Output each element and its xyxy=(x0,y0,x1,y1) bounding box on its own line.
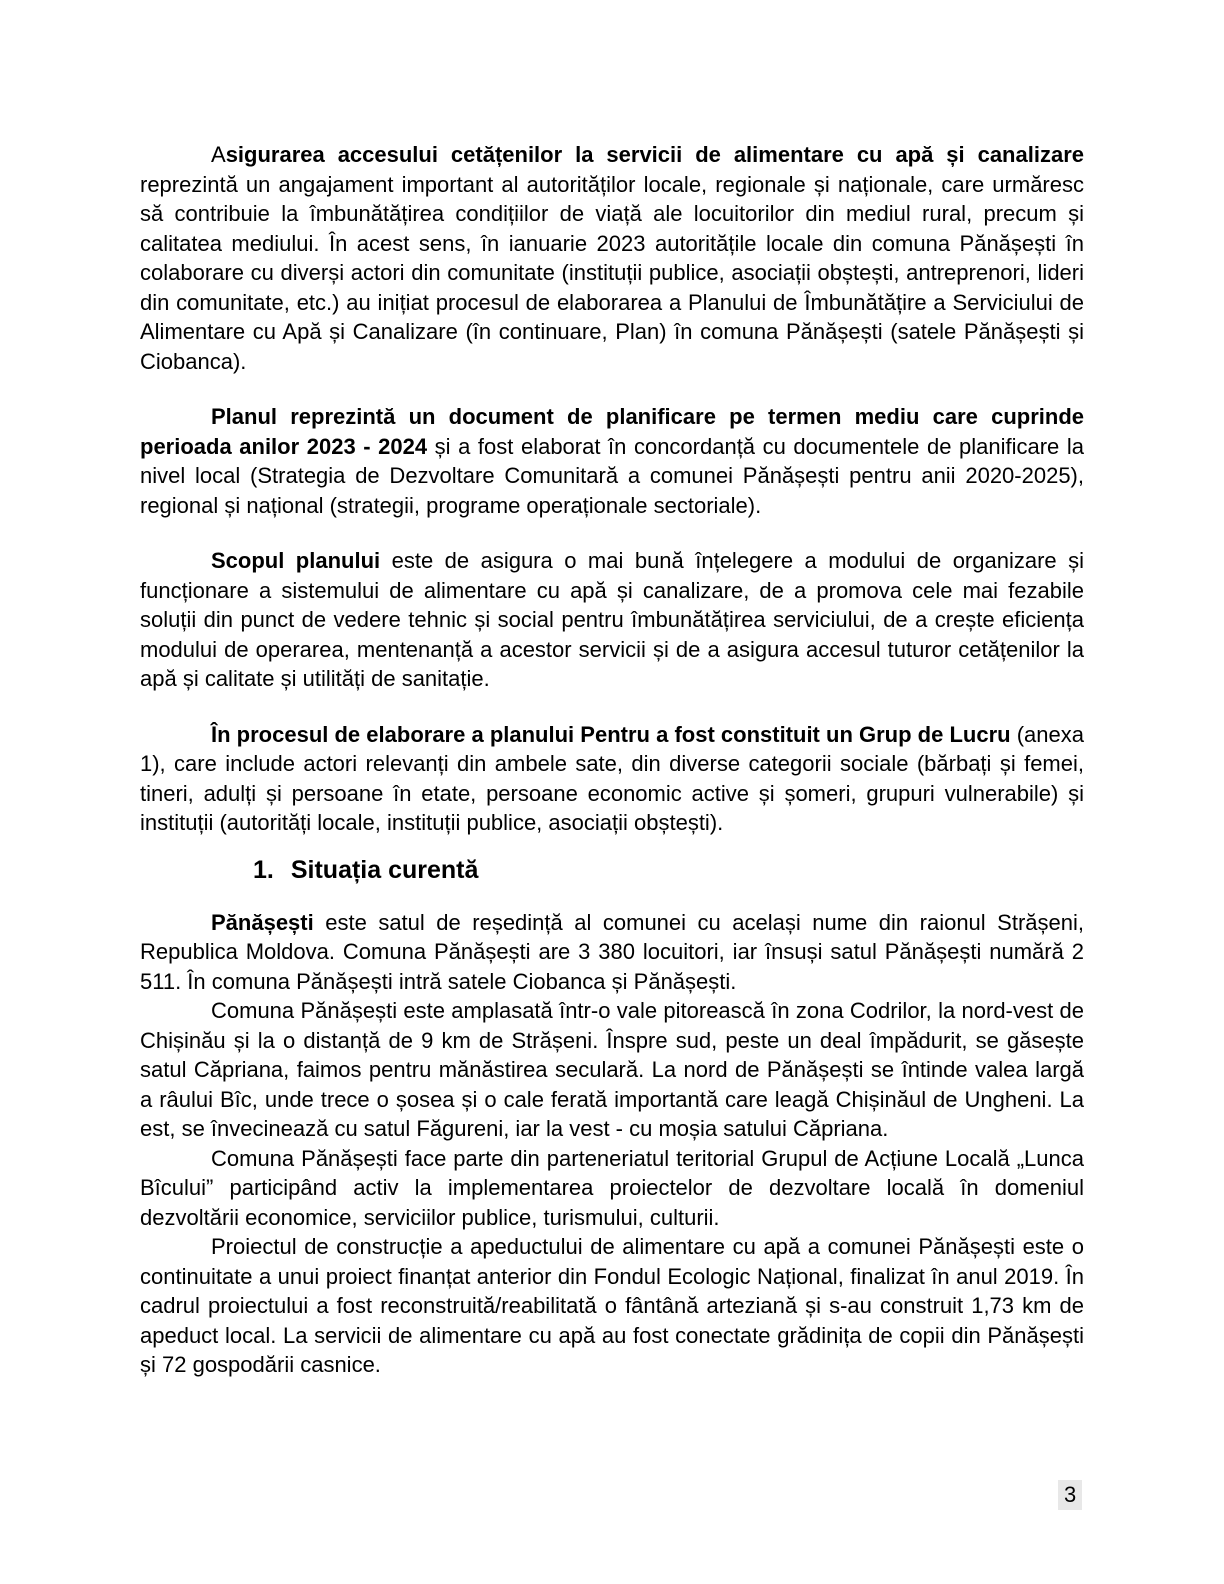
paragraph xyxy=(140,546,1084,694)
page-number: 3 xyxy=(1058,1480,1082,1510)
text-run: (anexa 1), care include actori relevanți din ambele sate, din diverse categorii sociale (bărbați și femei, tineri, adulți și persoane în etate, persoane economic active și șomeri, grupuri vulnerabile) și instituții (autorități locale, instituții publice, asociații obștești). xyxy=(140,721,1084,835)
paragraph xyxy=(140,908,1084,997)
paragraph xyxy=(140,402,1084,520)
paragraph xyxy=(140,1232,1084,1380)
bold-text-run: sigurarea accesului cetățenilor la servicii de alimentare cu apă și canalizare xyxy=(225,142,1084,167)
text-run: este de asigura o mai bună înțelegere a modului de organizare și funcționare a sistemului de alimentare cu apă și canalizare, de a promova cele mai fezabile soluții din punct de vedere tehnic și social pentru îmbunătățirea serviciului, de a crește eficiența modului de operarea, mentenanță a acestor servicii și de a asigura accesul tuturor cetățenilor la apă și calitate și utilități de sanitație. xyxy=(140,548,1085,691)
paragraph xyxy=(140,140,1084,376)
paragraph xyxy=(140,720,1084,838)
text-run: reprezintă un angajament important al autorităților locale, regionale și naționale, care urmăresc să contribuie la îmbunătățirea condițiilor de viață ale locuitorilor din mediul rural, precum și calitatea mediului. În acest sens, în ianuarie 2023 autoritățile locale din comuna Pănășești în colaborare cu diverși actori din comunitate (instituții publice, asociații obștești, antreprenori, lideri din comunitate, etc.) au inițiat procesul de elaborarea a Planului de Îmbunătățire a Serviciului de Alimentare cu Apă și Canalizare (în continuare, Plan) în comuna Pănășești (satele Pănășești și Ciobanca). xyxy=(140,171,1084,374)
document-content xyxy=(140,140,1084,1380)
text-run: Comuna Pănășești face parte din parteneriatul teritorial Grupul de Acțiune Locală „Lunca Bîcului” participând activ la implementarea proiectelor de dezvoltare locală în domeniul dezvoltării economice, serviciilor publice, turismului, culturii. xyxy=(140,1145,1084,1230)
text-run: este satul de reședință al comunei cu același nume din raionul Strășeni, Republica Moldova. Comuna Pănășești are 3 380 locuitori, iar însuși satul Pănășești numără 2 511. În comuna Pănășești intră satele Ciobanca și Pănășești. xyxy=(140,909,1084,994)
text-run: A xyxy=(211,142,226,167)
section-heading-number: 1. xyxy=(253,855,274,884)
bold-text-run: Planul reprezintă un document de planificare pe termen mediu care cuprinde perioada anilor 2023 - 2024 xyxy=(140,404,1084,459)
paragraph xyxy=(140,1144,1084,1233)
bold-text-run: În procesul de elaborare a planului Pentru a fost constituit un Grup de Lucru xyxy=(211,721,1011,747)
text-run: și a fost elaborat în concordanță cu documentele de planificare la nivel local (Strategia de Dezvoltare Comunitară a comunei Pănășești pentru anii 2020-2025), regional și național (strategii, programe operaționale sectoriale). xyxy=(140,433,1084,518)
bold-text-run: Scopul planului xyxy=(211,548,381,573)
paragraph xyxy=(140,996,1084,1144)
text-run: Comuna Pănășești este amplasată într-o vale pitorească în zona Codrilor, la nord-vest de Chișinău și la o distanță de 9 km de Strășeni. Înspre sud, peste un deal împădurit, se găsește satul Căpriana, faimos pentru mănăstirea seculară. La nord de Pănășești se întinde valea largă a râului Bîc, unde trece o șosea și o cale ferată importantă care leagă Chișinăul de Ungheni. La est, se învecinează cu satul Făgureni, iar la vest - cu moșia satului Căpriana. xyxy=(140,998,1084,1141)
section-heading xyxy=(140,852,1084,888)
text-run: Proiectul de construcție a apeductului de alimentare cu apă a comunei Pănășești este o continuitate a unui proiect finanțat anterior din Fondul Ecologic Național, finalizat în anul 2019. În cadrul proiectului a fost reconstruită/reabilitată o fântână arteziană și s-au construit 1,73 km de apeduct local. La servicii de alimentare cu apă au fost conectate grădinița de copii din Pănășești și 72 gospodării casnice. xyxy=(140,1234,1084,1377)
bold-text-run: Pănășești xyxy=(211,909,314,935)
section-heading-title: Situația curentă xyxy=(290,855,479,884)
